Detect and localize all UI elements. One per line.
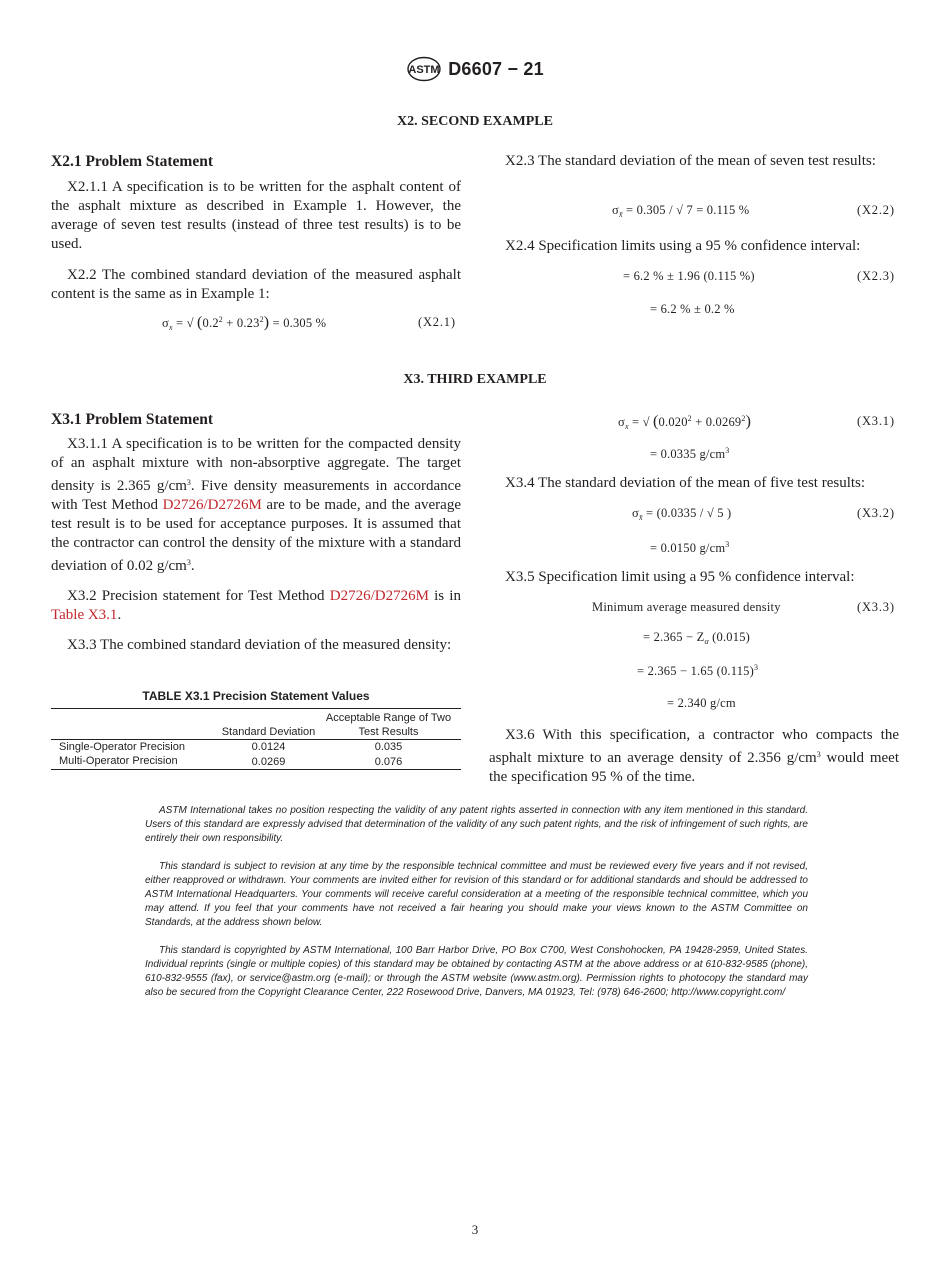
note-patent: ASTM International takes no position respecting the validity of any patent rights asserted in connection with any item mentioned in this standard. Users of this standard are expressly advised that determination of the validity of any such patent rights, and the risk of infringement of such rights, are entirely their own responsibility. <box>145 805 808 844</box>
equation-number-x2-2: (X2.2) <box>857 203 895 217</box>
equation-x3-2-result: = 0.0150 $g/cm^3$ <box>650 540 730 555</box>
equation-x3-3: Minimum average measured density <box>592 600 781 614</box>
table-header-blank <box>51 709 221 740</box>
section-title-x3: X3. THIRD EXAMPLE <box>403 372 547 387</box>
x2-1-1-paragraph: X2.1.1 A specification is to be written for the asphalt content of the asphalt mixture as described in Example 1. However, the average of seven test results (instead of three test results) is to be used. <box>51 179 461 252</box>
x2-left-column <box>51 152 461 304</box>
x2-4-paragraph: X2.4 Specification limits using a 95 % confidence interval: <box>505 238 861 254</box>
x3-6-block <box>489 726 899 787</box>
table-header-row <box>51 709 461 740</box>
table-row: Single-Operator Precision 0.0124 0.035 <box>59 741 403 753</box>
equation-number-x3-2: (X3.2) <box>857 506 895 520</box>
equation-number-x2-3: (X2.3) <box>857 269 895 283</box>
section-title-x2: X2. SECOND EXAMPLE <box>397 114 553 129</box>
equation-x3-1-result: = 0.0335 $g/cm^3$ <box>650 446 730 461</box>
note-revision: This standard is subject to revision at any time by the responsible technical committee and must be reviewed every five years and if not revised, either reapproved or withdrawn. Your comments are invited either for revision of this standard or for additional standards and should be addressed to ASTM International Headquarters. Your comments will receive careful consideration at a meeting of the responsible technical committee, which you may attend. If you feel that your comments have not received a fair hearing you should make your views known to the ASTM Committee on Standards, at the address shown below. <box>145 861 808 928</box>
x3-6-paragraph: X3.6 With this specification, a contractor who compacts the asphalt mixture to an average density of 2.356 $g/cm^3$ would meet the specification 95 % of the time. <box>489 727 899 785</box>
equation-x3-3-line4: = 2.340 g/cm <box>667 696 736 710</box>
equation-x2-3: = 6.2 % ± 1.96 (0.115 %) <box>623 269 755 283</box>
link-d2726[interactable]: D2726/D2726M <box>162 497 262 513</box>
equation-x3-1: $\sigma_x$ = √ $(0.020^2 + 0.0269^2)$ <box>618 413 752 431</box>
equation-x2-3-result: = 6.2 % ± 0.2 % <box>650 302 735 316</box>
table-header-std-dev: Standard Deviation <box>221 726 316 738</box>
note-copyright: This standard is copyrighted by ASTM International, 100 Barr Harbor Drive, PO Box C700, West Conshohocken, PA 19428-2959, United States. Individual reprints (single or multiple copies) of this standard may be obtained by contacting ASTM at the above address or at 610-832-9585 (phone), 610-832-9555 (fax), or service@astm.org (e-mail); or through the ASTM website (www.astm.org). Permission rights to photocopy the standard may also be secured from the Copyright Clearance Center, 222 Rosewood Drive, Danvers, MA 01923, Tel: (978) 646-2600; http://www.copyright.com/ <box>145 945 808 998</box>
equation-x3-3-line2: = $2.365 - Z_\alpha$ (0.015) <box>643 630 751 646</box>
document-id: D6607 − 21 <box>448 58 544 79</box>
x2-4-block <box>489 237 899 256</box>
table-header-range: Acceptable Range of Two Test Results <box>325 712 452 738</box>
x3-5-block <box>489 568 899 587</box>
x2-2-paragraph: X2.2 The combined standard deviation of the measured asphalt content is the same as in Example 1: <box>51 267 461 302</box>
logo-text: ASTM <box>408 64 440 76</box>
astm-logo <box>406 56 442 82</box>
table-row: Multi-Operator Precision 0.0269 0.076 <box>59 755 403 768</box>
x3-left-column <box>51 410 461 655</box>
equation-x3-2: $\sigma_{x̄} = (0.0335$ / √ 5 ) <box>632 506 732 522</box>
page-number: 3 <box>471 1222 479 1237</box>
equation-number-x3-3: (X3.3) <box>857 600 895 614</box>
x2-right-column <box>489 152 899 171</box>
x2-3-paragraph: X2.3 The standard deviation of the mean of seven test results: <box>505 153 876 169</box>
equation-number-x3-1: (X3.1) <box>857 414 895 428</box>
x3-3-paragraph: X3.3 The combined standard deviation of the measured density: <box>67 637 452 653</box>
x3-5-paragraph: X3.5 Specification limit using a 95 % confidence interval: <box>505 569 855 585</box>
equation-x2-1: $\sigma_x$ = √ $(0.2^2 + 0.23^2) = 0.305$ % <box>162 314 327 332</box>
link-table-x3-1[interactable]: Table X3.1 <box>51 607 118 623</box>
legal-notes <box>145 804 808 1014</box>
page-header <box>0 56 950 82</box>
equation-x3-3-line3: = 2.365 − 1.65 $(0.115)^3$ <box>637 663 759 678</box>
link-d2726-2[interactable]: D2726/D2726M <box>329 588 429 604</box>
equation-number-x2-1: (X2.1) <box>418 315 456 329</box>
precision-table <box>51 708 461 770</box>
x3-2-paragraph: X3.2 Precision statement for Test Method D2726/D2726M is in Table X3.1. <box>51 588 461 623</box>
x3-4-paragraph: X3.4 The standard deviation of the mean of five test results: <box>505 475 866 491</box>
x3-1-1-paragraph: X3.1.1 A specification is to be written for the compacted density of an asphalt mixture with non-absorptive aggregate. The target density is 2.365 $g/cm^3$. Five density measurements in accordance with Test Method D2726/D2726M are to be made, and the average test result is to be used for acceptance purposes. It is assumed that the contractor can control the density of the mixture with a standard deviation of 0.02 $g/cm^3$. <box>51 436 461 574</box>
x3-4-block <box>489 474 899 493</box>
x2-1-heading: X2.1 Problem Statement <box>51 153 214 170</box>
x3-1-heading: X3.1 Problem Statement <box>51 411 214 428</box>
table-caption: TABLE X3.1 Precision Statement Values <box>142 689 370 703</box>
equation-x2-2: $\sigma_{x̄} = 0.305$ / √ 7 = 0.115 % <box>612 203 750 219</box>
